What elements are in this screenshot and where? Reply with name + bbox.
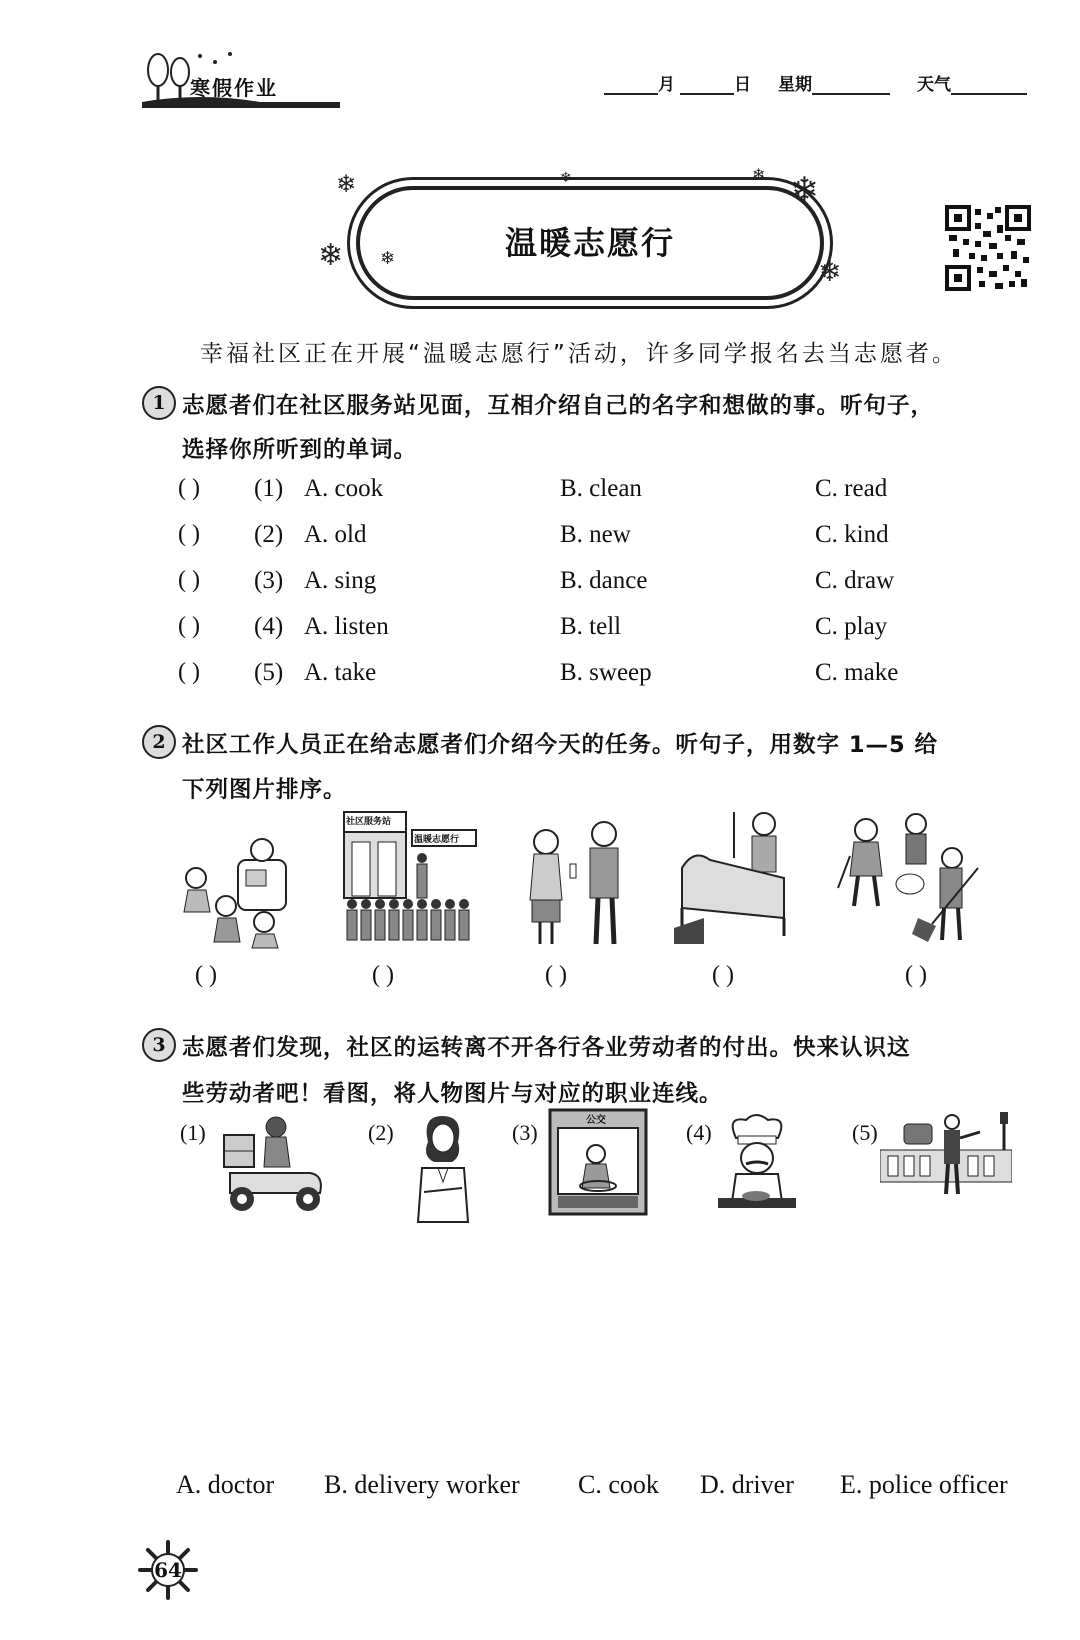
storytelling-picture	[176, 830, 294, 950]
question-1-badge: 1	[142, 386, 176, 420]
worker-label-1: (1)	[180, 1120, 206, 1145]
date-month	[604, 70, 675, 95]
question-2-badge: 2	[142, 725, 176, 759]
answer-blank[interactable]: ( )	[178, 613, 200, 639]
answer-blank[interactable]: ( )	[178, 567, 200, 593]
snowflake-icon: ❄	[336, 170, 357, 198]
bus-sign: 公交	[586, 1115, 606, 1126]
option-b: B. new	[560, 521, 631, 548]
option-b: B. tell	[560, 613, 622, 640]
doctor-picture[interactable]	[408, 1112, 478, 1224]
month-blank	[604, 75, 658, 95]
snowflake-icon: ❄	[380, 248, 396, 269]
date-day	[680, 70, 751, 95]
answer-blank[interactable]: ( )	[178, 659, 200, 685]
day-blank	[680, 75, 734, 95]
item-number: (3)	[254, 567, 284, 594]
date-week	[778, 70, 890, 95]
snowflake-icon: ❄	[790, 170, 819, 210]
job-option-a[interactable]: A. doctor	[176, 1470, 275, 1499]
order-blank-4[interactable]: ( )	[712, 962, 734, 988]
question-3-badge: 3	[142, 1028, 176, 1062]
option-a: A. old	[304, 521, 367, 548]
item-number: (5)	[254, 659, 284, 686]
job-option-d[interactable]: D. driver	[700, 1470, 794, 1499]
weather-blank	[951, 75, 1027, 95]
worker-label-4: (4)	[686, 1120, 712, 1145]
giving-water-picture	[520, 820, 630, 950]
snowflake-icon: ❄	[752, 165, 766, 184]
job-option-e[interactable]: E. police officer	[840, 1470, 1008, 1499]
cook-picture[interactable]	[716, 1112, 798, 1212]
option-c: C. kind	[815, 521, 889, 548]
option-a: A. sing	[304, 567, 377, 594]
order-blank-3[interactable]: ( )	[545, 962, 567, 988]
worker-label-2: (2)	[368, 1120, 394, 1145]
option-b: B. dance	[560, 567, 648, 594]
answer-blank[interactable]: ( )	[178, 475, 200, 501]
page-number: 64	[154, 1558, 182, 1582]
intro-text: 幸福社区正在开展“温暖志愿行”活动，许多同学报名去当志愿者。	[200, 341, 958, 367]
question-2-text-line1: 社区工作人员正在给志愿者们介绍今天的任务。听句子，用数字 1—5 给	[182, 732, 938, 758]
item-number: (4)	[254, 613, 284, 640]
snowflake-icon: ❄	[318, 238, 344, 273]
worker-label-3: (3)	[512, 1120, 538, 1145]
date-weather	[917, 70, 1027, 95]
month-label: 月	[658, 75, 675, 95]
order-blank-1[interactable]: ( )	[195, 962, 217, 988]
option-b: B. sweep	[560, 659, 652, 686]
worker-label-5: (5)	[852, 1120, 878, 1145]
qr-code[interactable]	[945, 205, 1031, 291]
volunteer-sign: 温暖志愿行	[414, 835, 460, 845]
order-blank-5[interactable]: ( )	[905, 962, 927, 988]
delivery-worker-picture[interactable]	[220, 1115, 330, 1213]
option-a: A. listen	[304, 613, 389, 640]
option-c: C. play	[815, 613, 888, 640]
option-c: C. make	[815, 659, 899, 686]
option-c: C. draw	[815, 567, 895, 594]
option-a: A. take	[304, 659, 377, 686]
option-a: A. cook	[304, 475, 384, 502]
week-label: 星期	[778, 75, 812, 95]
service-station-sign: 社区服务站	[346, 817, 392, 827]
snowflake-icon: ❄	[818, 255, 842, 288]
job-option-c[interactable]: C. cook	[578, 1470, 659, 1499]
question-1-text-line2: 选择你所听到的单词。	[182, 437, 418, 463]
logo-text: 寒假作业	[190, 76, 278, 100]
day-label: 日	[734, 75, 751, 95]
page-title: 温暖志愿行	[504, 224, 675, 262]
making-bed-picture	[674, 808, 802, 948]
question-3-text-line2: 些劳动者吧！看图，将人物图片与对应的职业连线。	[182, 1081, 723, 1107]
snowflake-icon: ❄	[560, 170, 572, 186]
service-station-picture	[340, 808, 480, 948]
question-2-text-line2: 下列图片排序。	[182, 777, 347, 803]
order-blank-2[interactable]: ( )	[372, 962, 394, 988]
police-officer-picture[interactable]	[880, 1110, 1012, 1200]
option-b: B. clean	[560, 475, 642, 502]
question-1-text-line1: 志愿者们在社区服务站见面，互相介绍自己的名字和想做的事。听句子，	[182, 393, 935, 419]
item-number: (1)	[254, 475, 284, 502]
weather-label: 天气	[917, 75, 951, 95]
item-number: (2)	[254, 521, 284, 548]
sweeping-picture	[832, 812, 982, 948]
job-option-b[interactable]: B. delivery worker	[324, 1470, 520, 1499]
question-3-text-line1: 志愿者们发现，社区的运转离不开各行各业劳动者的付出。快来认识这	[182, 1035, 911, 1061]
answer-blank[interactable]: ( )	[178, 521, 200, 547]
week-blank	[812, 75, 890, 95]
option-c: C. read	[815, 475, 888, 502]
